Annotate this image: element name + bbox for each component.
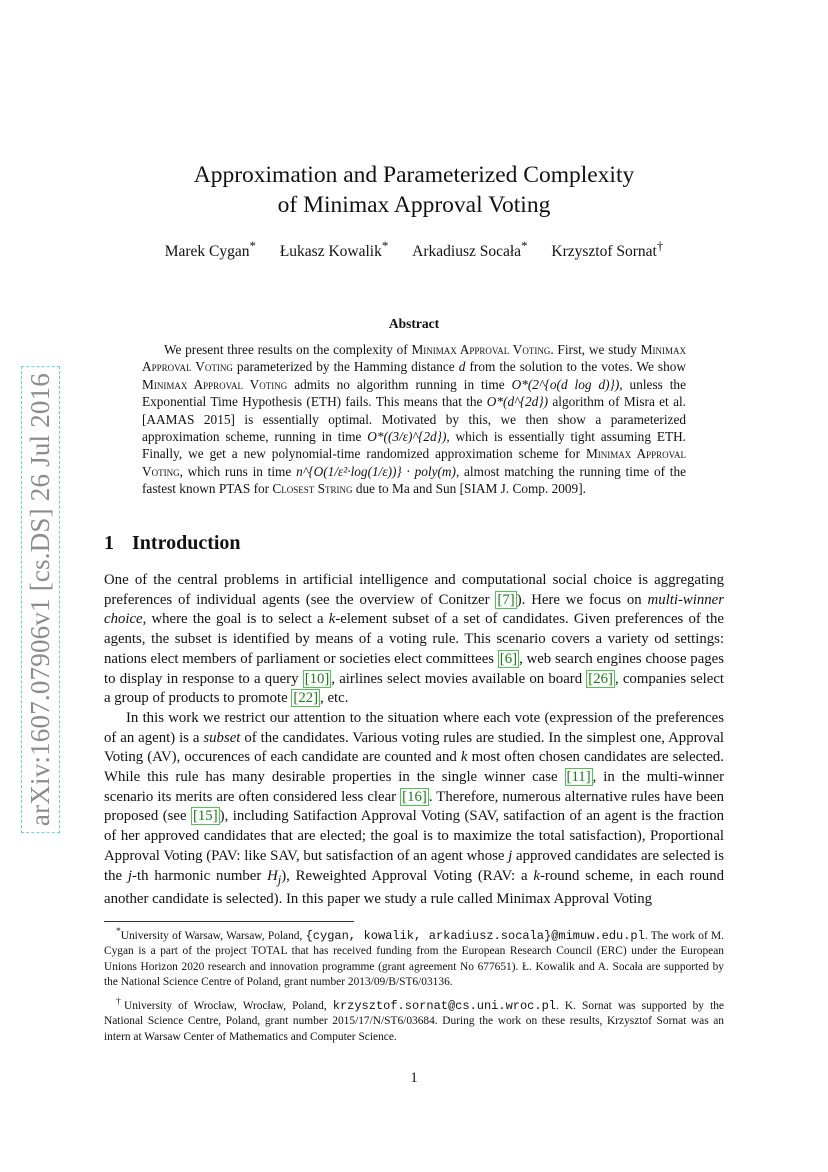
author-1: Marek Cygan*	[164, 238, 256, 261]
arxiv-stamp	[22, 342, 58, 858]
citation-link[interactable]: [26]	[588, 670, 613, 687]
email-link[interactable]: krzysztof.sornat@cs.uni.wroc.pl	[332, 998, 556, 1013]
section-heading	[104, 532, 241, 555]
author-mark: *	[521, 238, 528, 253]
author-3: Arkadiusz Socała*	[412, 238, 528, 261]
citation-link[interactable]: [10]	[304, 670, 330, 687]
author-mark: *	[381, 238, 389, 253]
footnote-rule	[104, 921, 354, 922]
page-number: 1	[410, 1070, 418, 1086]
citation-link[interactable]: [11]	[566, 769, 591, 786]
paragraph: In this work we restrict our attention to the situation where each vote (expression of the preferences of an agent) is a subset of the candidates. Various voting rules are studied. In the simplest one, Approval Voting (AV), occurences of each candidate are counted and k most often chosen candidates are selected. While this rule has many desirable properties in the single winner case [11] , in the multi-winner scenario its merits are often considered less clear [16] . Therefore, numerous alternative rules have been proposed (see [15] ), including Satifaction Approval Voting (SAV, satifaction of an agent is the fraction of her approved candidates that are elected; the goal is to maximize the total satisfaction), Proportional Approval Voting (PAV: like SAV, but satisfaction of an agent whose j approved candidates are selected is the j-th harmonic number $H_j$), Reweighted Approval Voting (RAV: a k-round scheme, in each round another candidate is selected). In this paper we study a rule called Minimax Approval Voting	[104, 709, 725, 908]
citation-link[interactable]: [15]	[192, 808, 218, 825]
author-2: Łukasz Kowalik*	[279, 238, 389, 261]
section-number: 1	[104, 532, 114, 554]
footnote-2: †University of Wrocław, Wrocław, Poland, krzysztof.sornat@cs.uni.wroc.pl. K. Sornat was supported by the National Science Centre, Poland, grant number 2015/17/N/ST6/03684. During the work on these results, Krzysztof Sornat was an intern at Warsaw Center of Mathematics and Computer Science.	[104, 996, 724, 1043]
body-text	[104, 571, 724, 910]
citation-link[interactable]: [22]	[293, 690, 319, 707]
author-4: Krzysztof Sornat†	[551, 238, 664, 261]
email-link[interactable]: {cygan, kowalik, arkadiusz.socala}@mimuw.edu.pl	[305, 928, 645, 943]
footnotes	[104, 925, 724, 1049]
author-mark: †	[656, 238, 664, 253]
abstract-body: We present three results on the complexity of Minimax Approval Voting. First, we study Minimax Approval Voting parameterized by the Hamming distance d from the solution to the votes. We show Minimax Approval Voting admits no algorithm running in time O*(2^{o(d log d)}), unless the Exponential Time Hypothesis (ETH) fails. This means that the O*(d^{2d}) algorithm of Misra et al. [AAMAS 2015] is essentially optimal. Motivated by this, we then show a parameterized approximation scheme, running in time O*((3/ε)^{2d}), which is essentially tight assuming ETH. Finally, we get a new polynomial-time randomized approximation scheme for Minimax Approval Voting, which runs in time n^{O(1/ε²·log(1/ε))} · poly(m), almost matching the running time of the fastest known PTAS for Closest String due to Ma and Sun [SIAM J. Comp. 2009].	[142, 342, 687, 497]
title-line-1: Approximation and Parameterized Complexity	[193, 162, 635, 188]
paper-title	[100, 160, 728, 220]
citation-link[interactable]: [16]	[402, 788, 427, 805]
footnote-1: *University of Warsaw, Warsaw, Poland, {cygan, kowalik, arkadiusz.socala}@mimuw.edu.pl. The work of M. Cygan is a part of the project TOTAL that has received funding from the European Research Council (ERC) under the European Unions Horizon 2020 research and innovation programme (grant agreement No 677651). Ł. Kowalik and A. Socała are supported by the National Science Centre of Poland, grant number 2013/09/B/ST6/03136.	[104, 927, 724, 989]
title-line-2: of Minimax Approval Voting	[277, 192, 551, 218]
author-list	[100, 238, 728, 261]
section-title: Introduction	[132, 532, 241, 554]
arxiv-identifier[interactable]: arXiv:1607.07906v1 [cs.DS] 26 Jul 2016	[21, 366, 60, 833]
citation-link[interactable]: [6]	[499, 650, 518, 667]
citation-link[interactable]: [7]	[497, 591, 515, 608]
paragraph: One of the central problems in artificial intelligence and computational social choice is aggregating preferences of individual agents (see the overview of Conitzer [7] ). Here we focus on multi-winner choice, where the goal is to select a k-element subset of a set of candidates. Given preferences of the agents, the subset is identified by means of a voting rule. This scenario covers a variety od settings: nations elect members of parliament or societies elect committees [6] , web search engines choose pages to display in response to a query [10] , airlines select movies available on board [26] , companies select a group of products to promote [22] , etc.	[104, 572, 725, 707]
author-mark: *	[249, 238, 256, 253]
abstract-heading: Abstract	[388, 316, 440, 331]
